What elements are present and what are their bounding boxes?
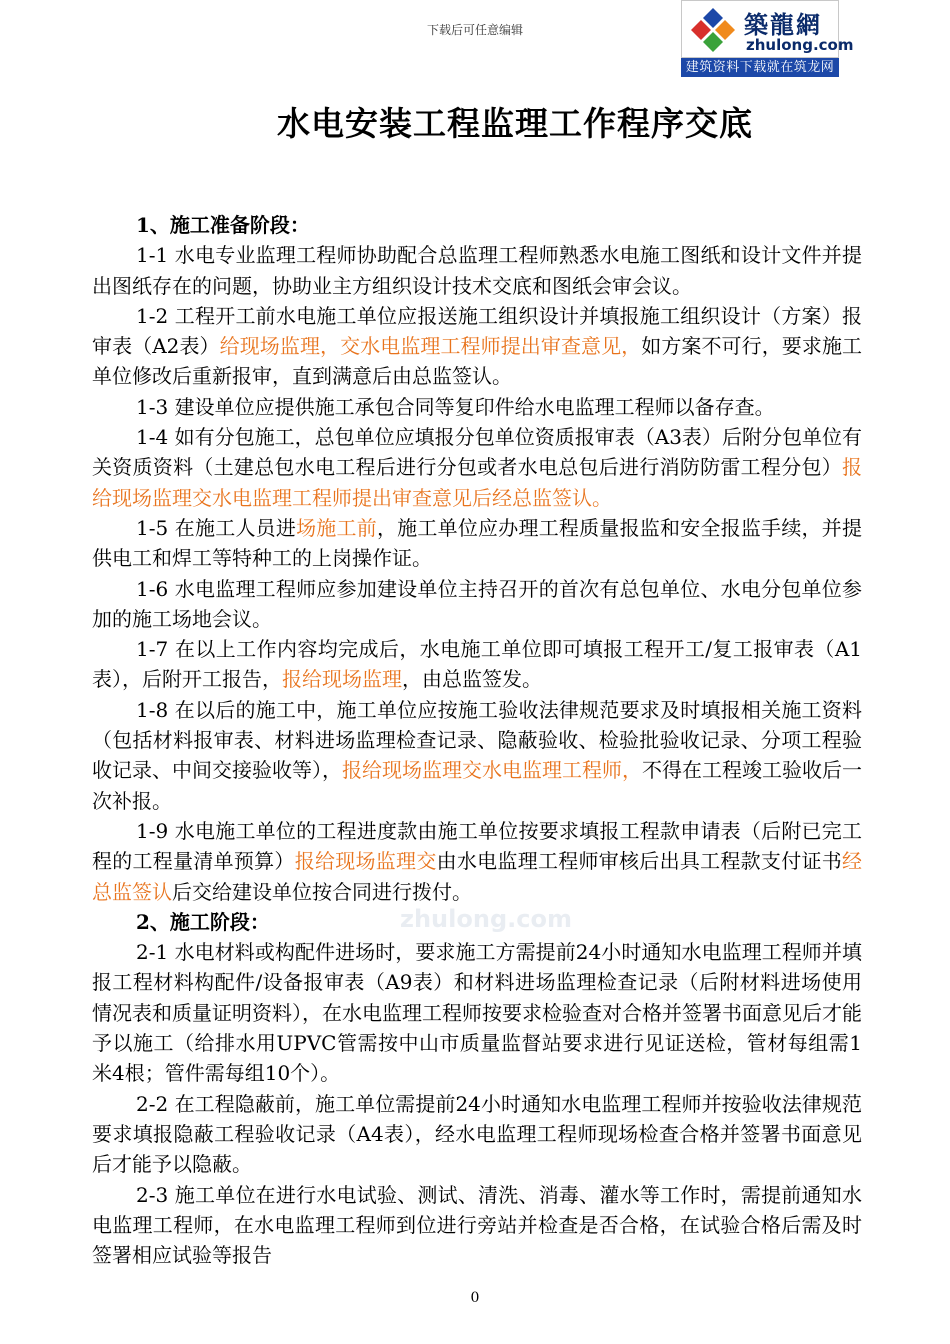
- clause-text: 2-1 水电材料或构配件进场时，要求施工方需提前24小时通知水电监理工程师并填报工程材料构配件/设备报审表（A9表）和材料进场监理检查记录（后附材料进场使用情况表和质量证明资料），在水电监理工程师按要求检验查对合格并签署书面意见后才能予以施工（给排水用UPVC管需按中山市质量监督站要求进行见证送检，管材每组需1米4根；管件需每组10个）。: [92, 940, 862, 1086]
- clause-2-1: [92, 937, 862, 1088]
- highlighted-text: 报给现场监理交: [294, 849, 437, 874]
- clause-text: 1-3 建设单位应提供施工承包合同等复印件给水电监理工程师以备存查。: [136, 394, 775, 419]
- logo-diamond-icon: [688, 5, 738, 55]
- section-heading: 2、施工阶段：: [136, 909, 270, 934]
- clause-text: 由水电监理工程师审核后出具工程款支付证书: [436, 849, 843, 874]
- clause-1-9: [92, 816, 862, 907]
- highlighted-text: 给现场监理，交水电监理工程师提出审查意见，: [219, 334, 642, 359]
- clause-1-1: [92, 240, 862, 301]
- clause-text: 后交给建设单位按合同进行拨付。: [172, 879, 472, 904]
- clause-1-8: [92, 695, 862, 816]
- clause-text: 2-3 施工单位在进行水电试验、测试、清洗、消毒、灌水等工作时，需提前通知水电监理工程师，在水电监理工程师到位进行旁站并检查是否合格，在试验合格后需及时签署相应试验等报告: [92, 1182, 862, 1268]
- logo-slogan: 建筑资料下载就在筑龙网: [681, 58, 839, 77]
- highlighted-text: 场施工前: [296, 515, 377, 540]
- clause-text: 如方案不可行，要求施工单位修改后重新报审，直到满意后由总监签认。: [92, 334, 863, 389]
- clause-text: 1-6 水电监理工程师应参加建设单位主持召开的首次有总包单位、水电分包单位参加的施工场地会议。: [92, 576, 862, 631]
- clause-text: 不得在工程竣工验收后一次补报。: [92, 758, 862, 813]
- page-number: 0: [470, 1290, 480, 1306]
- document-title: 水电安装工程监理工作程序交底: [277, 104, 753, 143]
- clause-1-4: [92, 422, 862, 513]
- clause-1-6: [92, 574, 862, 635]
- watermark: zhulong.com: [400, 905, 572, 933]
- section-heading: 1、施工准备阶段：: [136, 213, 310, 237]
- clause-text: 1-9 水电施工单位的工程进度款由施工单位按要求填报工程款申请表（后附已完工程的工程量清单预算）: [92, 818, 862, 874]
- clause-1-2: [92, 301, 862, 392]
- document-body: [92, 210, 862, 1270]
- logo-name: 築龍網: [744, 10, 822, 39]
- header-note: 下载后可任意编辑: [426, 23, 523, 37]
- clause-text: ，施工单位应办理工程质量报监和安全报监手续，并提供电工和焊工等特种工的上岗操作证。: [92, 515, 862, 571]
- highlighted-text: 报给现场监理交水电监理工程师，: [342, 758, 642, 783]
- clause-text: 2-2 在工程隐蔽前，施工单位需提前24小时通知水电监理工程师并按验收法律规范要求填报隐蔽工程验收记录（A4表），经水电监理工程师现场检查合格并签署书面意见后才能予以隐蔽。: [92, 1091, 862, 1177]
- highlighted-text: 报给现场监理交水电监理工程师提出审查意见后经总监签认。: [92, 455, 862, 510]
- clause-text: 1-8 在以后的施工中，施工单位应按施工验收法律规范要求及时填报相关施工资料（包括材料报审表、材料进场监理检查记录、隐蔽验收、检验批验收记录、分项工程验收记录、中间交接验收等），: [92, 697, 862, 783]
- clause-text: 1-5 在施工人员进: [136, 515, 297, 540]
- clause-2-2: [92, 1089, 862, 1180]
- highlighted-text: 报给现场监理: [282, 667, 402, 692]
- logo-domain: zhulong.com: [746, 36, 854, 54]
- clause-text: 1-7 在以上工作内容均完成后，水电施工单位即可填报工程开工/复工报审表（A1表），后附开工报告，: [92, 637, 862, 692]
- clause-text: ，由总监签发。: [402, 667, 542, 692]
- clause-2-3: [92, 1180, 862, 1271]
- clause-text: 1-2 工程开工前水电施工单位应报送施工组织设计并填报施工组织设计（方案）报审表（A2表）: [92, 303, 862, 359]
- clause-text: 1-4 如有分包施工，总包单位应填报分包单位资质报审表（A3表）后附分包单位有关资质资料（土建总包水电工程后进行分包或者水电总包后进行消防防雷工程分包）: [92, 425, 862, 480]
- logo-box: [681, 0, 854, 58]
- highlighted-text: 经总监签认: [92, 849, 863, 904]
- clause-text: 1-1 水电专业监理工程师协助配合总监理工程师熟悉水电施工图纸和设计文件并提出图纸存在的问题，协助业主方组织设计技术交底和图纸会审会议。: [92, 243, 862, 298]
- clause-1-7: [92, 634, 862, 695]
- clause-1-5: [92, 513, 862, 574]
- clause-1-3: [92, 392, 862, 422]
- zhulong-logo: [681, 0, 854, 78]
